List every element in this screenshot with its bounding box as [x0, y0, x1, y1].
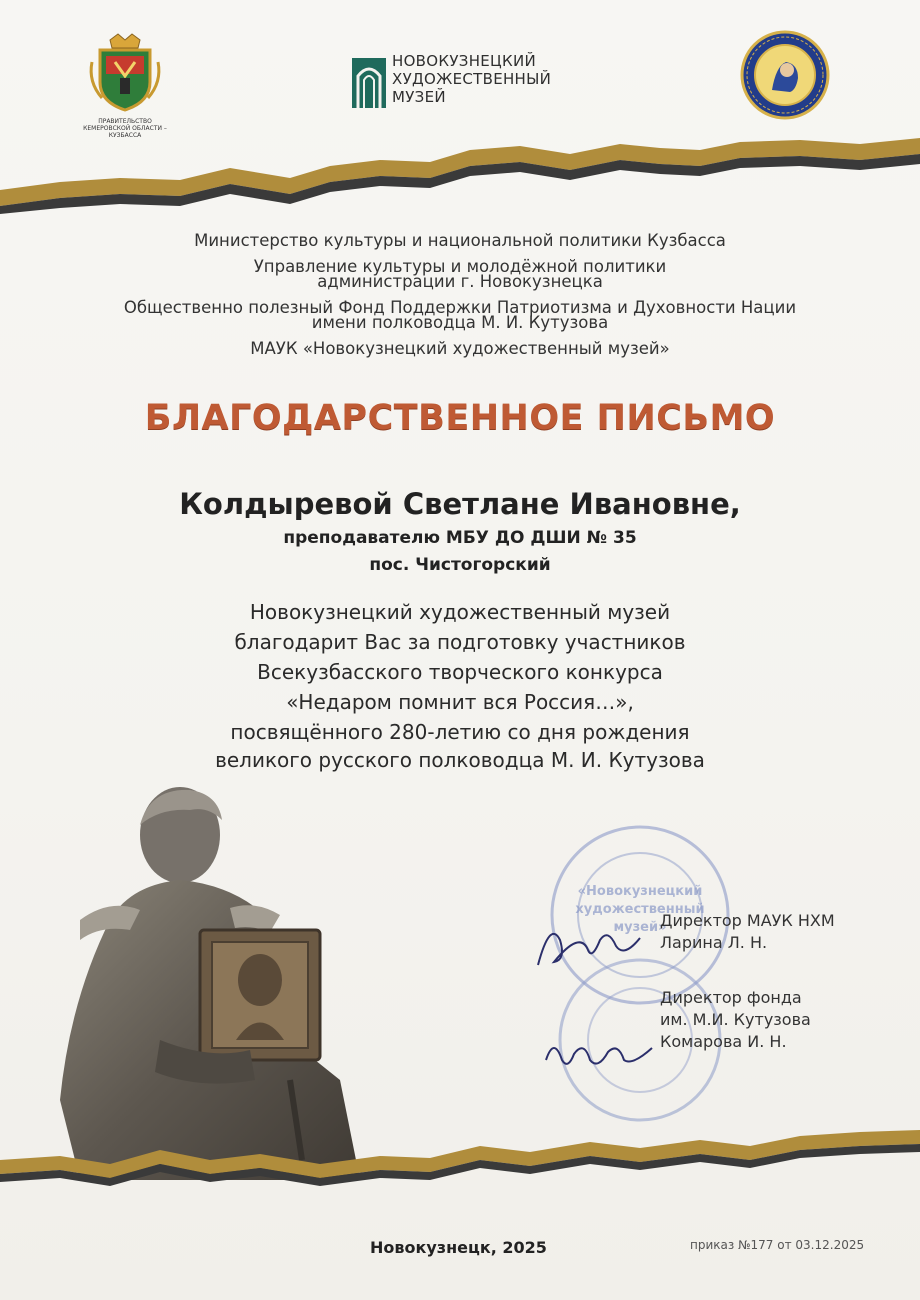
foundation-seal-icon — [740, 30, 830, 120]
footer-order: приказ №177 от 03.12.2025 — [690, 1238, 865, 1252]
museum-logo-line-2: ХУДОЖЕСТВЕННЫЙ — [392, 70, 552, 88]
signature-block-museum — [660, 910, 835, 954]
museum-logo-icon — [352, 52, 386, 108]
bottom-decorative-band — [0, 1120, 920, 1200]
museum-logo-line-1: НОВОКУЗНЕЦКИЙ — [392, 52, 536, 70]
org-line-1: Министерство культуры и национальной политики Кузбасса — [194, 231, 726, 250]
foundation-seal — [740, 30, 830, 120]
coat-of-arms-icon — [80, 32, 170, 112]
signature-director-foundation — [540, 1030, 660, 1080]
recipient-location: пос. Чистогорский — [369, 555, 551, 575]
svg-text:музей»: музей» — [613, 920, 667, 935]
signature-role-museum: Директор МАУК НХМ — [660, 911, 835, 930]
body-line-2: благодарит Вас за подготовку участников — [234, 630, 686, 654]
top-decorative-band — [0, 120, 920, 230]
signature-name-foundation: Комарова И. Н. — [660, 1032, 787, 1051]
body-line-6: великого русского полководца М. И. Кутузова — [215, 748, 705, 772]
body-line-4: «Недаром помнит вся Россия…», — [286, 690, 634, 714]
body-line-3: Всекузбасского творческого конкурса — [257, 660, 663, 684]
signature-block-foundation — [660, 987, 811, 1053]
org-line-2: Управление культуры и молодёжной политики — [253, 257, 667, 276]
org-line-4: Общественно полезный Фонд Поддержки Патриотизма и Духовности Нации — [123, 298, 797, 317]
org-line-5: имени полководца М. И. Кутузова — [311, 313, 609, 332]
museum-logo — [352, 52, 572, 112]
recipient-position: преподавателю МБУ ДО ДШИ № 35 — [283, 528, 637, 548]
body-line-5: посвящённого 280-летию со дня рождения — [230, 720, 690, 744]
signature-name-museum: Ларина Л. Н. — [660, 933, 768, 952]
svg-text:художественный: художественный — [575, 902, 705, 917]
footer-city-year: Новокузнецк, 2025 — [370, 1238, 547, 1257]
org-line-3: администрации г. Новокузнецка — [317, 272, 603, 291]
signature-role2-foundation: им. М.И. Кутузова — [660, 1010, 811, 1029]
recipient-name: Колдыревой Светлане Ивановне, — [179, 487, 741, 521]
org-line-6: МАУК «Новокузнецкий художественный музей» — [250, 339, 670, 358]
document-title: БЛАГОДАРСТВЕННОЕ ПИСЬМО — [144, 398, 776, 438]
coat-caption: ПРАВИТЕЛЬСТВО КЕМЕРОВСКОЙ ОБЛАСТИ – КУЗБАССА — [83, 118, 167, 139]
signature-director-museum — [530, 910, 650, 980]
signature-role-foundation: Директор фонда — [660, 988, 802, 1007]
body-line-1: Новокузнецкий художественный музей — [249, 600, 671, 624]
svg-text:«Новокузнецкий: «Новокузнецкий — [577, 884, 703, 899]
museum-logo-line-3: МУЗЕЙ — [392, 88, 446, 106]
